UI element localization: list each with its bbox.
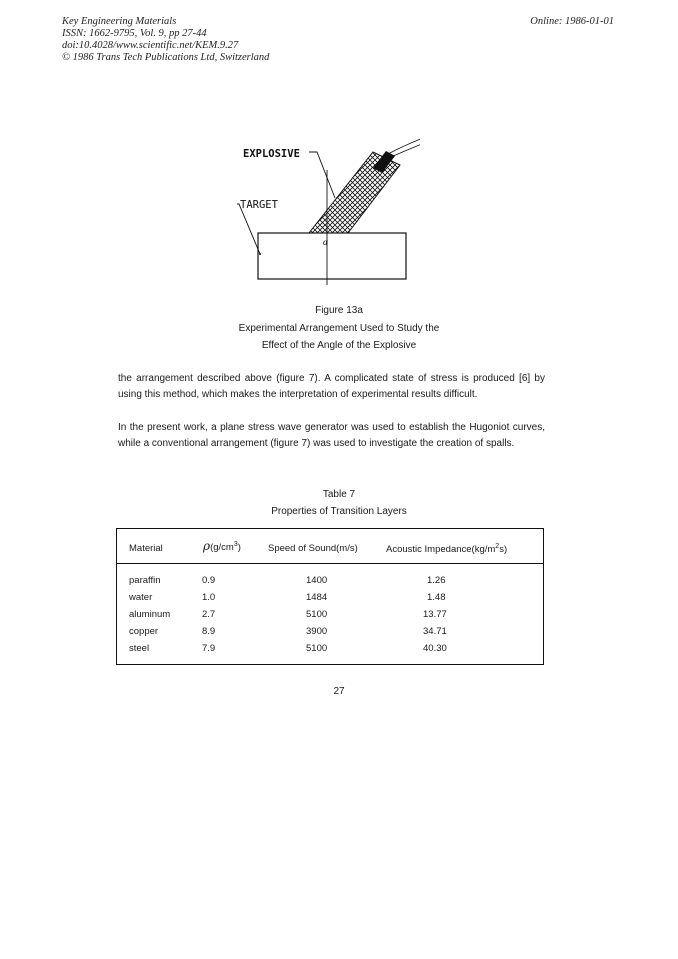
table-title: Properties of Transition Layers [271, 506, 407, 517]
table-number: Table 7 [322, 489, 356, 500]
body-paragraph-2: In the present work, a plane stress wave generator was used to establish the Hugoniot curves, while a conventional arrangement (figure 7) was used to investigate the creation of spalls. [118, 422, 545, 449]
experimental-arrangement-figure [225, 130, 420, 290]
figure-number: Figure 13a [315, 305, 363, 316]
target-block [258, 233, 406, 279]
properties-table: Material $\rho(g/cm^3)$ Speed of Sound(m/s) Acoustic $Impedance(kg/m^2s)$ paraffin 0.9 1400 1.26 water 1.0 1484 1.48 aluminum 2.7 5100 13.77 copper 8.9 3900 34.71 steel 7.9 5100 40.30 [116, 528, 544, 665]
explosive-leader [309, 152, 335, 198]
detonator-wires [388, 136, 420, 157]
target-leader [237, 204, 260, 254]
issn-line: ISSN: 1662-9795, Vol. 9, pp 27-44 [62, 28, 207, 39]
page-number: 27 [333, 686, 345, 697]
col-header-material: Material [129, 543, 163, 554]
figure-caption-line1: Experimental Arrangement Used to Study the [238, 323, 440, 334]
label-explosive: EXPLOSIVE [243, 148, 300, 160]
col-header-density: $\rho(g/cm^3)$ [203, 539, 241, 553]
journal-header [62, 16, 269, 64]
journal-name: Key Engineering Materials [62, 16, 177, 27]
online-date: Online: 1986-01-01 [530, 16, 614, 27]
figure-caption-line2: Effect of the Angle of the Explosive [261, 340, 417, 351]
copyright-line: © 1986 Trans Tech Publications Ltd, Switzerland [62, 52, 270, 63]
header-divider [117, 563, 543, 564]
label-target: TARGET [240, 199, 278, 211]
col-header-speed: Speed of Sound(m/s) [268, 543, 358, 554]
label-alpha: α [323, 237, 328, 247]
body-paragraph-1: the arrangement described above (figure 7). A complicated state of stress is produced [6] by using this method, which makes the interpretation of experimental results difficult. [118, 373, 545, 400]
doi-link[interactable]: doi:10.4028/www.scientific.net/KEM.9.27 [62, 40, 239, 51]
col-header-impedance: Acoustic $Impedance(kg/m^2s)$ [386, 543, 508, 556]
